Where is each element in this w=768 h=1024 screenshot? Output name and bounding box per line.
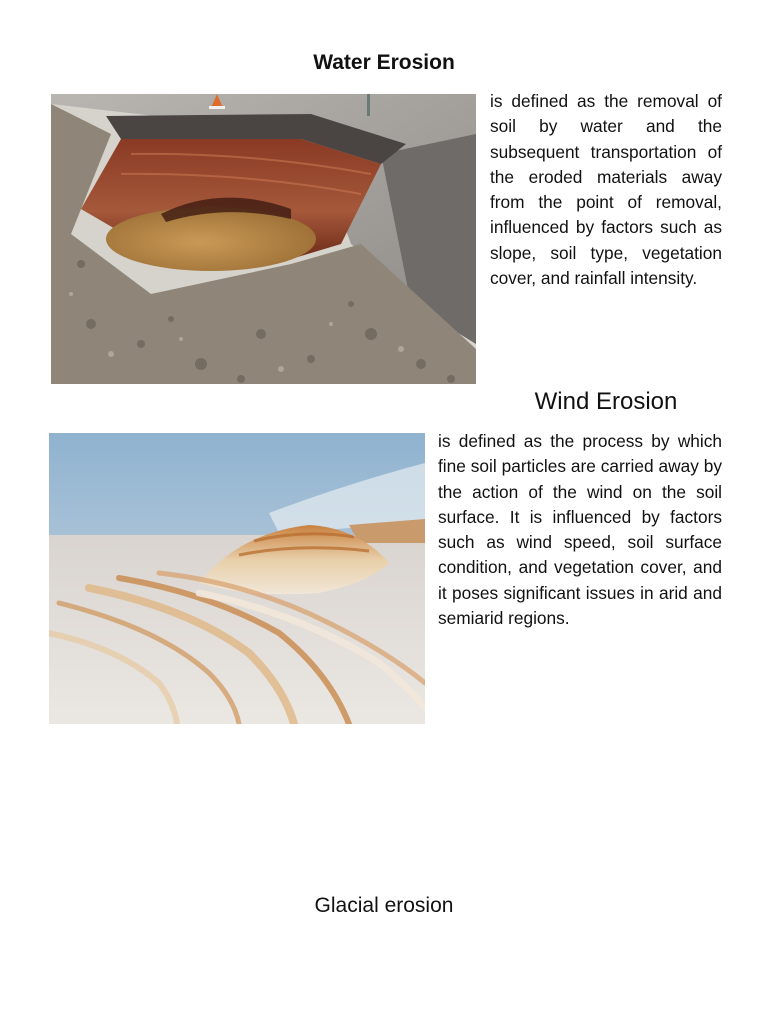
wind-erosion-description: is defined as the process by which fine soil particles are carried away by the action of the wind on the soil surface. It is influenced by factors such as wind speed, soil surface condition, and vegetation cover, and it poses significant issues in arid and semiarid regions. bbox=[438, 431, 722, 629]
wind-erosion-heading: Wind Erosion bbox=[534, 388, 678, 415]
water-erosion-photo bbox=[51, 94, 476, 384]
water-erosion-description: is defined as the removal of soil by water and the subsequent transportation of the eroded materials away from the point of removal, influenced by factors such as slope, soil type, vegetation cover, and rainfall intensity. bbox=[490, 91, 722, 289]
water-erosion-heading: Water Erosion bbox=[313, 51, 455, 74]
wind-erosion-photo bbox=[49, 433, 425, 724]
glacial-erosion-heading: Glacial erosion bbox=[314, 894, 454, 917]
